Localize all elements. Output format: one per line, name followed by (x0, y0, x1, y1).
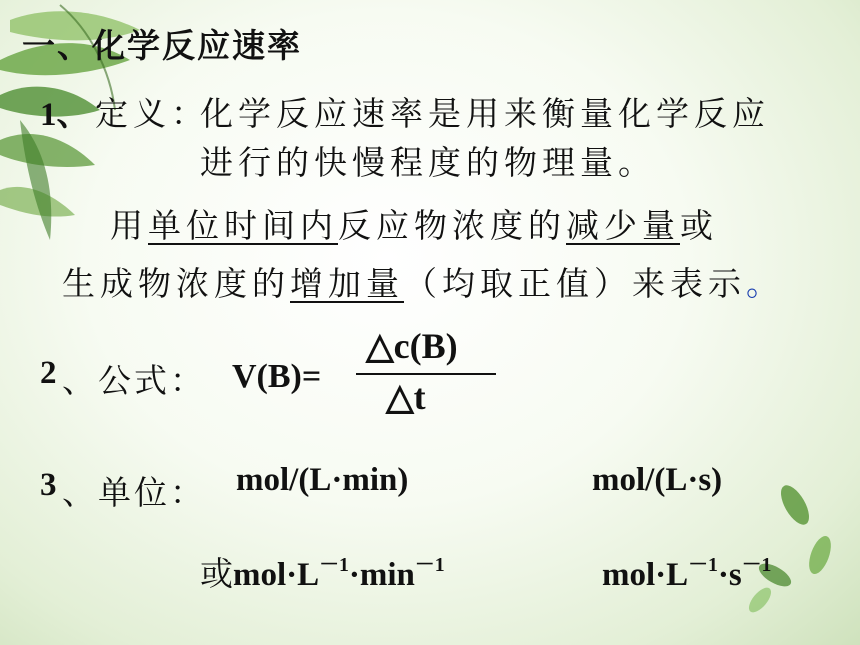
formula-number: 2 (40, 355, 57, 391)
formula-label: 、公式： (62, 361, 206, 400)
definition-line-1: 化学反应速率是用来衡量化学反应 (200, 94, 770, 133)
unit-mol-per-l-min: mol/(L·min) (236, 462, 409, 498)
formula-numerator: △c(B) (366, 326, 458, 366)
section-heading: 一、化学反应速率 (22, 26, 302, 65)
underline-decrease: 减少量 (566, 206, 680, 245)
definition-number: 1、 (40, 97, 90, 133)
definition-line-2: 进行的快慢程度的物理量。 (200, 143, 656, 182)
formula-lhs: V(B)= (232, 358, 322, 395)
fraction-bar (356, 373, 496, 375)
unit-alt-min: 或$mol\cdot L^{-1}\cdot\min^{-1}$ (200, 554, 445, 593)
formula-denominator: △t (386, 377, 426, 417)
definition-label: 定义： (95, 94, 209, 133)
underline-unit-time: 单位时间内 (148, 206, 338, 245)
unit-alt-s: $mol\cdot L^{-1}\cdot s^{-1}$ (602, 554, 772, 593)
units-label: 、单位： (62, 473, 206, 512)
underline-increase: 增加量 (290, 264, 404, 303)
unit-mol-per-l-s: mol/(L·s) (592, 462, 723, 498)
expression-line-1: 用单位时间内反应物浓度的减少量或 (110, 206, 718, 245)
units-number: 3 (40, 467, 57, 503)
expression-line-2: 生成物浓度的增加量（均取正值）来表示。 (62, 264, 784, 303)
